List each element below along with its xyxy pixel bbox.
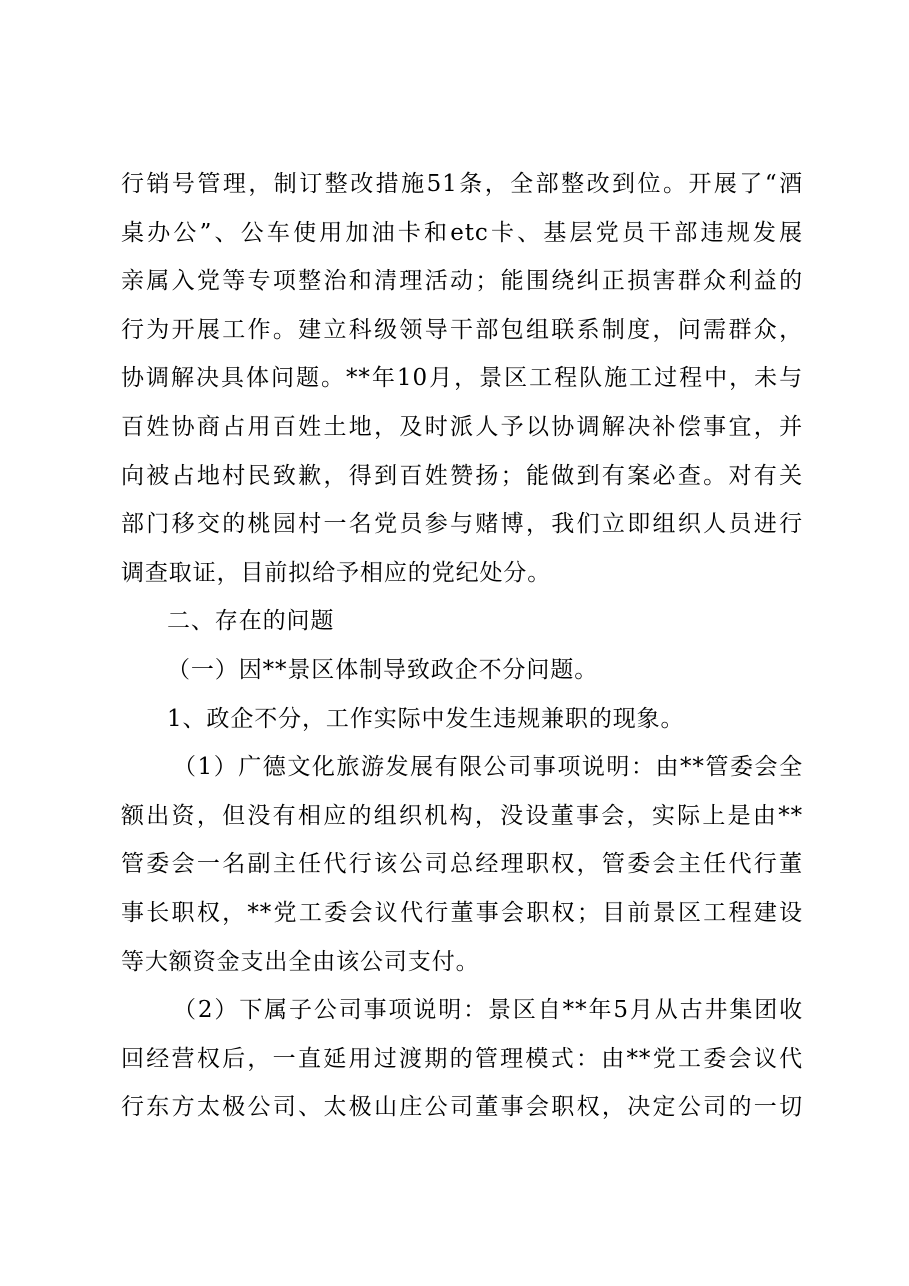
text-line: 回经营权后，一直延用过渡期的管理模式：由**党工委会议代	[121, 1045, 803, 1072]
text-line: 桌办公”、公车使用加油卡和etc卡、基层党员干部违规发展	[121, 219, 803, 246]
text-line: 行为开展工作。建立科级领导干部包组联系制度，问需群众，	[121, 316, 803, 343]
text-line: 额出资，但没有相应的组织机构，没设董事会，实际上是由**	[121, 802, 803, 829]
document-body	[121, 160, 803, 1132]
text-line: 百姓协商占用百姓土地，及时派人予以协调解决补偿事宜，并	[121, 413, 803, 440]
text-line: 协调解决具体问题。**年10月，景区工程队施工过程中，未与	[121, 365, 803, 392]
text-line: （1）广德文化旅游发展有限公司事项说明：由**管委会全	[173, 754, 803, 781]
text-line: 调查取证，目前拟给予相应的党纪处分。	[121, 559, 552, 586]
item-heading: 1、政企不分，工作实际中发生违规兼职的现象。	[167, 705, 685, 732]
section-heading: 二、存在的问题	[167, 608, 335, 635]
text-line: （2）下属子公司事项说明：景区自**年5月从古井集团收	[173, 997, 803, 1024]
text-line: 行销号管理，制订整改措施51条，全部整改到位。开展了“酒	[121, 171, 803, 197]
text-line: 行东方太极公司、太极山庄公司董事会职权，决定公司的一切	[121, 1094, 803, 1121]
subsection-heading: （一）因**景区体制导致政企不分问题。	[167, 656, 599, 683]
text-line: 部门移交的桃园村一名党员参与赌博，我们立即组织人员进行	[121, 511, 803, 538]
text-line: 向被占地村民致歉，得到百姓赞扬；能做到有案必查。对有关	[121, 462, 803, 489]
text-line: 管委会一名副主任代行该公司总经理职权，管委会主任代行董	[121, 851, 803, 878]
text-line: 亲属入党等专项整治和清理活动；能围绕纠正损害群众利益的	[121, 268, 803, 295]
text-line: 等大额资金支出全由该公司支付。	[121, 948, 480, 975]
text-line: 事长职权，**党工委会议代行董事会职权；目前景区工程建设	[121, 899, 803, 926]
